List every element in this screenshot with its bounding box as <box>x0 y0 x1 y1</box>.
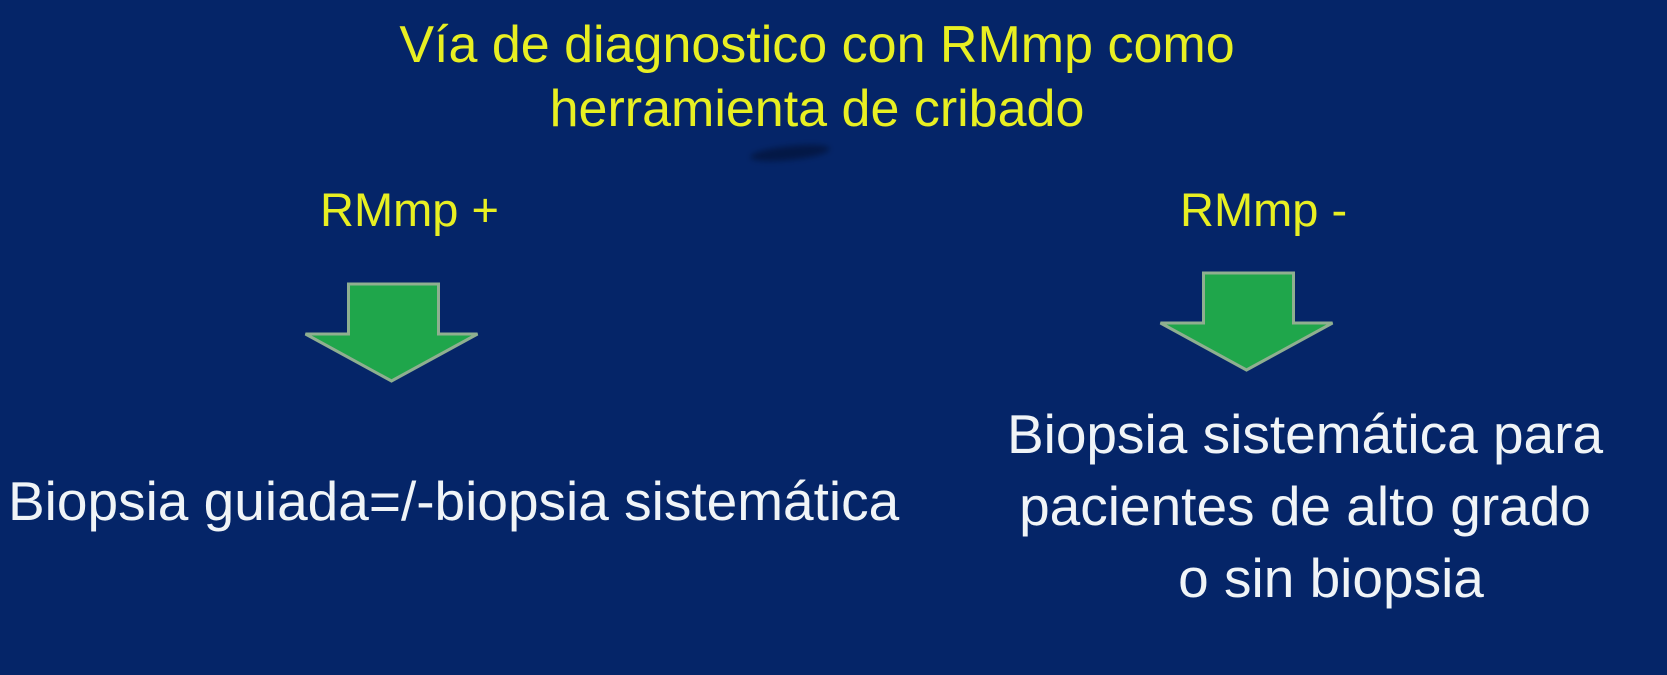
down-arrow-icon <box>1158 271 1335 372</box>
branch-label-rmmp-positive: RMmp + <box>320 183 499 236</box>
negative-result-line: Biopsia sistemática para <box>1006 403 1604 465</box>
negative-result-line: pacientes de alto grado <box>1019 475 1591 537</box>
branch-label-rmmp-negative: RMmp - <box>1180 183 1348 236</box>
title-line-1: Vía de diagnostico con RMmp como <box>399 16 1235 74</box>
down-arrow-icon <box>303 282 480 383</box>
positive-branch-result: Biopsia guiada=/-biopsia sistemática <box>8 470 900 532</box>
negative-result-line: o sin biopsia <box>1178 547 1484 609</box>
title-line-2: herramienta de cribado <box>549 80 1085 138</box>
smudge-artifact <box>749 142 830 164</box>
slide-title <box>0 13 1634 141</box>
negative-branch-result <box>950 398 1660 614</box>
